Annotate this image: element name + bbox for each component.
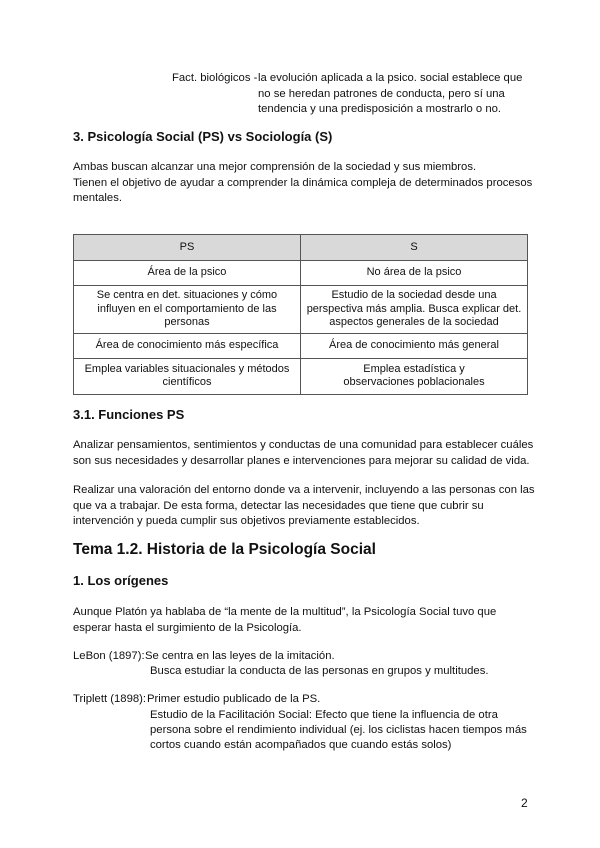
table-row — [74, 286, 528, 334]
table-header-row — [74, 235, 528, 261]
triplett-line: Estudio de la Facilitación Social: Efecto que tiene la influencia de otra — [150, 709, 498, 721]
comparison-table — [73, 234, 528, 395]
triplett-line: cortos cuando están acompañados que cuando estás solos) — [150, 739, 452, 751]
triplett-line: persona sobre el rendimiento individual (ej. los ciclistas hacen tiempos más — [150, 724, 527, 736]
table-row — [74, 261, 528, 286]
header-ps: PS — [74, 235, 301, 261]
paragraph-line: son sus necesidades y desarrollar planes e intervenciones para mejorar su calidad de vida. — [73, 455, 530, 467]
paragraph-line: Analizar pensamientos, sentimientos y conductas de una comunidad para establecer cuáles — [73, 439, 534, 451]
paragraph-line: Tienen el objetivo de ayudar a comprender la dinámica compleja de determinados procesos — [73, 177, 533, 189]
table-cell: Estudio de la sociedad desde una perspectiva más amplia. Busca explicar det. aspectos generales de la sociedad — [301, 286, 528, 334]
table-cell: Emplea variables situacionales y métodos científicos — [74, 358, 301, 394]
paragraph-line: mentales. — [73, 192, 122, 204]
paragraph-line: Ambas buscan alcanzar una mejor comprensión de la sociedad y sus miembros. — [73, 161, 477, 173]
paragraph-line: que va a trabajar. De esta forma, detectar las necesidades que tiene que cubrir su — [73, 500, 484, 512]
table-row — [74, 358, 528, 394]
table-cell: Se centra en det. situaciones y cómo influyen en el comportamiento de las personas — [74, 286, 301, 334]
intro-label: Fact. biológicos - — [172, 72, 258, 84]
lebon-line: Se centra en las leyes de la imitación. — [145, 650, 335, 662]
table-row — [74, 333, 528, 358]
section-heading: 3. Psicología Social (PS) vs Sociología (S) — [73, 129, 333, 144]
page-number: 2 — [521, 796, 528, 810]
triplett-line: Primer estudio publicado de la PS. — [147, 693, 321, 705]
section-heading: 3.1. Funciones PS — [73, 407, 185, 422]
intro-line: tendencia y una predisposición a mostrarlo o no. — [258, 103, 502, 115]
topic-heading: Tema 1.2. Historia de la Psicología Social — [73, 541, 376, 558]
lebon-line: Busca estudiar la conducta de las personas en grupos y multitudes. — [150, 665, 489, 677]
intro-line: la evolución aplicada a la psico. social establece que — [258, 72, 523, 84]
section-heading: 1. Los orígenes — [73, 573, 169, 588]
intro-line: no se heredan patrones de conducta, pero sí una — [258, 88, 505, 100]
table-cell: No área de la psico — [301, 261, 528, 286]
table-cell: Área de conocimiento más general — [301, 333, 528, 358]
header-s: S — [301, 235, 528, 261]
triplett-label: Triplett (1898): — [73, 693, 147, 705]
paragraph-line: Realizar una valoración del entorno donde va a intervenir, incluyendo a las personas con las — [73, 484, 535, 496]
lebon-label: LeBon (1897): — [73, 650, 145, 662]
paragraph-line: Aunque Platón ya hablaba de “la mente de la multitud”, la Psicología Social tuvo que — [73, 606, 497, 618]
table-cell: Emplea estadística y observaciones poblacionales — [301, 358, 528, 394]
table-cell: Área de conocimiento más específica — [74, 333, 301, 358]
paragraph-line: intervención y pueda cumplir sus objetivos previamente establecidos. — [73, 515, 420, 527]
paragraph-line: esperar hasta el surgimiento de la Psicología. — [73, 622, 302, 634]
table-cell: Área de la psico — [74, 261, 301, 286]
